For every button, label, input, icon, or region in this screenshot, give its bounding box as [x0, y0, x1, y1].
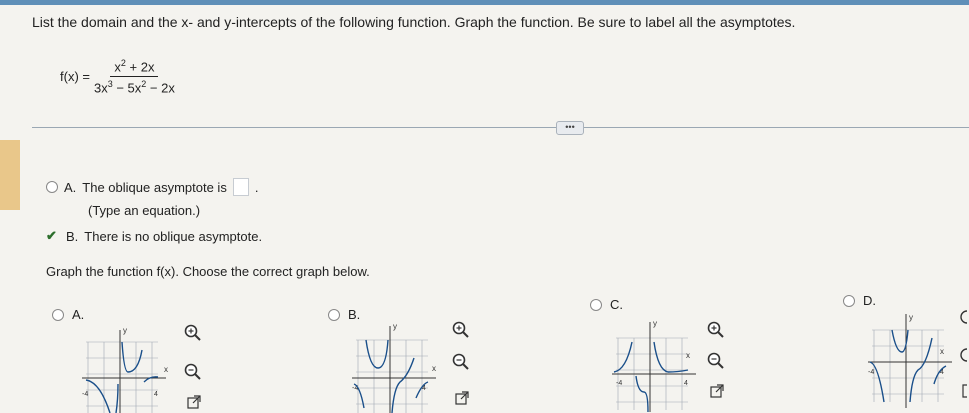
popout-icon[interactable] [187, 395, 201, 409]
graph-c [612, 312, 712, 413]
tick-neg: -4 [616, 380, 623, 387]
tick-neg: -4 [868, 369, 875, 376]
tick-neg: -4 [82, 391, 89, 398]
radio-graph-b-icon[interactable] [328, 309, 340, 321]
tick-pos: 4 [422, 385, 426, 392]
zoom-in-icon[interactable] [961, 311, 967, 323]
selected-check-icon: ✔ [46, 228, 57, 243]
function-definition [60, 58, 175, 96]
denominator: $3x^3 - 5x^2 - 2x$ [93, 79, 175, 96]
option-letter: C. [610, 297, 623, 312]
axis-y-label: y [123, 326, 127, 335]
graph-d [866, 308, 966, 413]
numerator: $x^2 + 2x$ [110, 58, 158, 77]
tick-pos: 4 [154, 391, 158, 398]
zoom-in-icon[interactable] [706, 320, 726, 340]
tick-pos: 4 [940, 369, 944, 376]
option-text: The oblique asymptote is [82, 179, 227, 195]
side-tab [0, 140, 20, 210]
popout-icon[interactable] [455, 391, 469, 405]
expand-more-button[interactable]: ••• [556, 121, 584, 135]
top-accent-bar [0, 0, 969, 5]
radio-a-icon[interactable] [46, 181, 58, 193]
popout-icon[interactable] [963, 385, 967, 397]
radio-graph-a-icon[interactable] [52, 309, 64, 321]
answer-input[interactable] [233, 178, 249, 196]
equation-hint: (Type an equation.) [88, 203, 201, 218]
zoom-in-icon[interactable] [183, 323, 203, 343]
graph-option-c[interactable] [590, 297, 623, 312]
option-letter: B. [66, 228, 79, 244]
curve-d [870, 330, 946, 402]
function-name: f(x) = [60, 69, 90, 85]
zoom-out-icon[interactable] [706, 351, 726, 371]
tick-neg: -4 [352, 385, 359, 392]
option-text: There is no oblique asymptote. [84, 228, 263, 244]
curve-b [354, 340, 428, 413]
axis-x-label: x [432, 364, 436, 373]
option-letter: A. [72, 307, 85, 322]
zoom-out-icon[interactable] [961, 349, 967, 361]
axis-x-label: x [686, 351, 690, 360]
radio-graph-c-icon[interactable] [590, 299, 602, 311]
option-letter: B. [348, 307, 361, 322]
zoom-out-icon[interactable] [451, 352, 471, 372]
section-divider [32, 127, 969, 128]
popout-icon[interactable] [710, 384, 724, 398]
graph-a [80, 320, 180, 413]
fraction [94, 58, 175, 96]
option-letter: D. [863, 293, 876, 308]
axis-y-label: y [393, 322, 397, 331]
graph-option-d[interactable] [843, 293, 876, 308]
curve-c [614, 342, 688, 412]
oblique-option-b[interactable] [46, 228, 262, 244]
zoom-out-icon[interactable] [183, 362, 203, 382]
axis-x-label: x [164, 365, 168, 374]
radio-graph-d-icon[interactable] [843, 295, 855, 307]
tick-pos: 4 [684, 380, 688, 387]
question-prompt: List the domain and the x- and y-intercepts of the following function. Graph the function. Be sure to label all the asymptotes. [32, 14, 796, 30]
axis-y-label: y [909, 313, 913, 322]
option-letter: A. [64, 179, 77, 195]
zoom-in-icon[interactable] [451, 320, 471, 340]
graph-question: Graph the function f(x). Choose the correct graph below. [46, 264, 370, 279]
zoom-controls-partial[interactable] [955, 305, 969, 405]
oblique-option-a[interactable]: A. The oblique asymptote is . [46, 178, 258, 196]
axis-x-label: x [940, 347, 944, 356]
graph-b [352, 318, 452, 413]
axis-y-label: y [653, 319, 657, 328]
